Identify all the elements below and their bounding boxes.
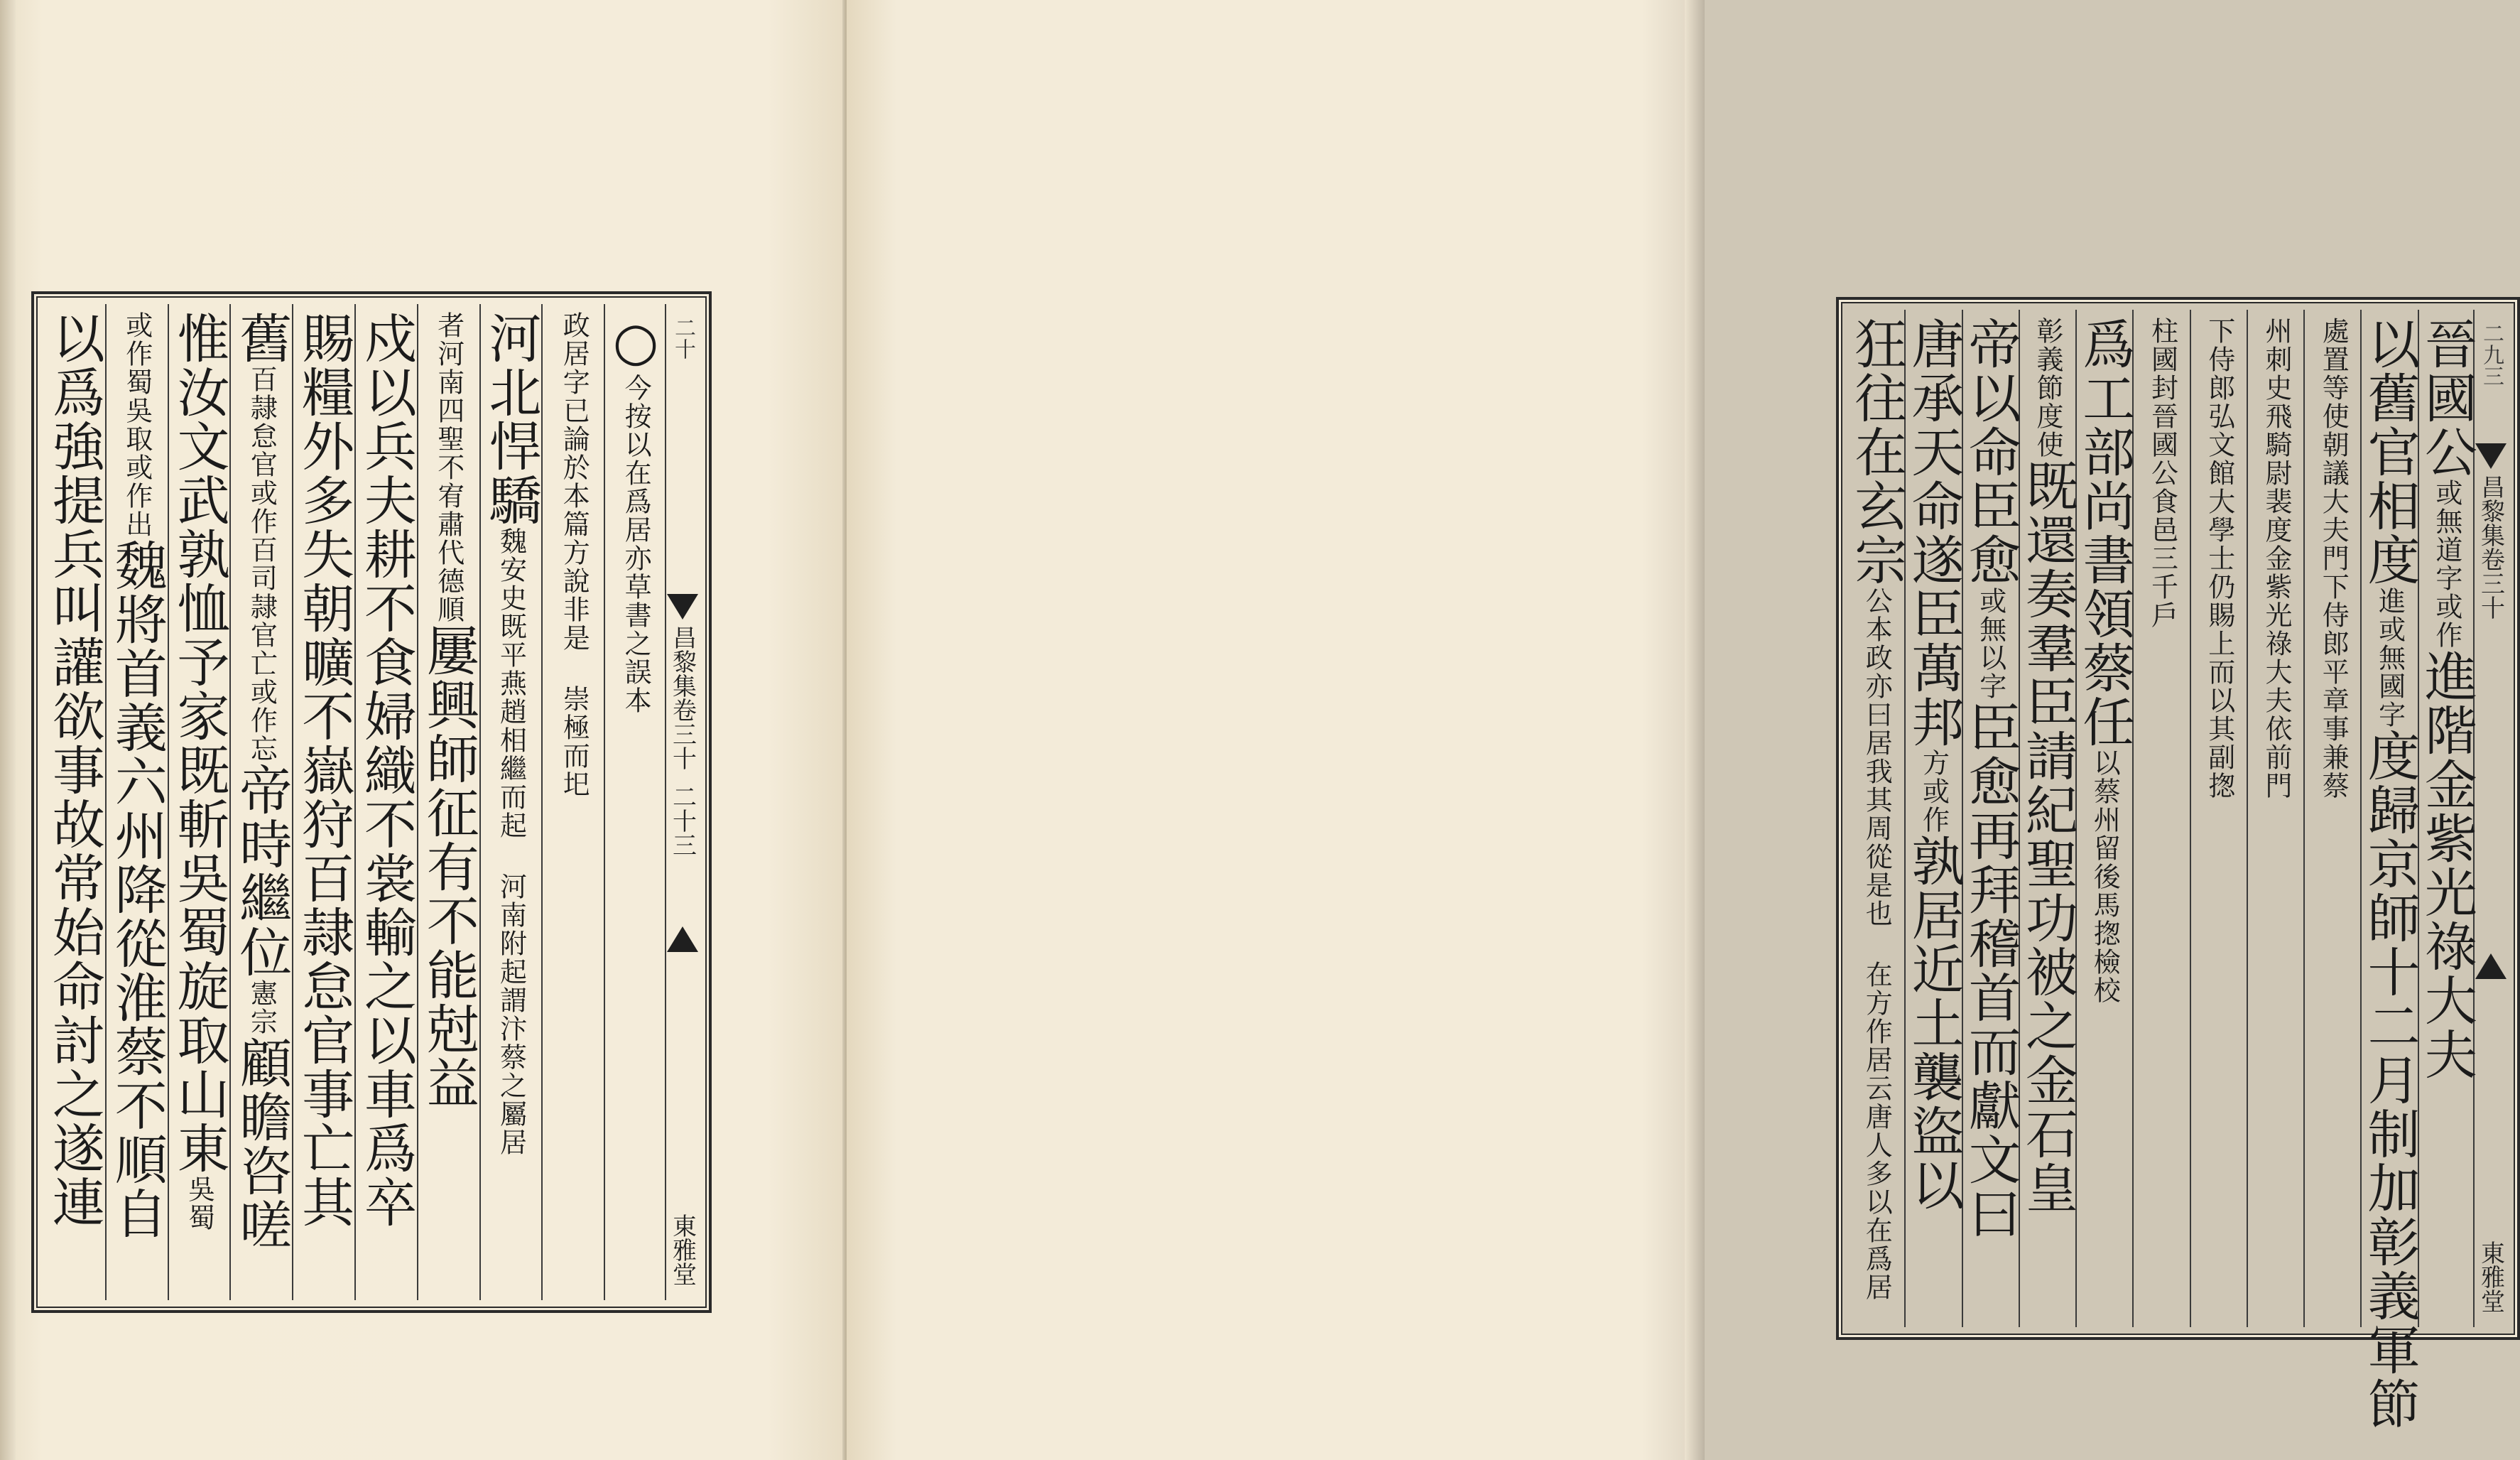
right-running-heading: 昌黎集卷三十 (2476, 475, 2505, 620)
right-page (847, 0, 2505, 1460)
column-main-text: 屢興師征有不能尅益 (418, 624, 479, 1110)
column-annotation: 公本政亦曰居我其周從是也 在方作居云唐人多以在爲居 (1861, 587, 1893, 1302)
fish-tail-mark-top (2475, 443, 2507, 469)
column-annotation: 魏安史既平燕趙相繼而起 河南附起 (495, 527, 527, 986)
column-main-text: 顧瞻咨嗟 (231, 1036, 293, 1252)
text-column (1962, 310, 2019, 1327)
right-text-frame (1836, 297, 2520, 1431)
text-column (479, 304, 542, 1300)
left-running-heading: 昌黎集卷三十 (668, 625, 697, 770)
text-column (1903, 310, 1965, 1327)
text-column (2017, 310, 2078, 1327)
column-annotation: 百隷怠官或作百司隷官亡或作忘 (246, 365, 278, 763)
text-column (2303, 310, 2360, 1327)
column-annotation: 州刺史飛騎尉裴度金紫光祿大夫依前門 (2261, 317, 2293, 800)
left-page (0, 0, 844, 1460)
column-annotation: 或作蜀吳取或作出 (121, 311, 153, 539)
column-annotation: 吳蜀 (183, 1175, 215, 1232)
text-column (604, 304, 666, 1300)
left-centre-strip (665, 304, 699, 1300)
column-main-text: 唐承天命遂臣萬邦 (1903, 317, 1965, 749)
text-column (2359, 310, 2421, 1431)
left-columns (44, 304, 666, 1300)
column-main-text: 臣愈再拜稽首而獻文曰 (1960, 701, 2021, 1240)
left-folio: 二十 (670, 317, 695, 359)
text-column (105, 304, 168, 1300)
column-main-text: 爲工部尚書領蔡任 (2074, 317, 2136, 749)
column-main-text: 進階金紫光祿大夫 (2416, 649, 2477, 1081)
column-main-text: 惟汝文武孰恤予家既斬吳蜀旋取山東 (168, 311, 230, 1175)
column-annotation: 或無道字或作 (2431, 479, 2462, 649)
text-column (2418, 310, 2475, 1327)
column-annotation: 憲宗 (246, 979, 278, 1036)
column-annotation: 下侍郎弘文館大學士仍賜上而以其副揔 (2203, 317, 2235, 800)
column-annotation: 柱國封晉國公食邑三千戶 (2146, 317, 2178, 629)
text-column (2247, 310, 2303, 1327)
column-annotation: 今按以在爲居亦草書之誤本 (620, 374, 652, 715)
column-main-text: 帝時繼位 (231, 763, 293, 979)
text-column (168, 304, 230, 1300)
left-page-edge (0, 0, 16, 1460)
column-main-text: 度歸京師十二月制加彰義軍節 (2359, 729, 2421, 1431)
text-column (2074, 310, 2136, 1327)
column-main-text: 帝以命臣愈 (1960, 317, 2021, 587)
column-main-text: 既還奏羣臣請紀聖功被之金石皇 (2017, 459, 2078, 1215)
right-columns (1846, 310, 2477, 1431)
right-house-name: 東雅堂 (2476, 1240, 2505, 1313)
text-column (2132, 310, 2189, 1327)
column-annotation: 者河南四聖不宥 (433, 311, 465, 510)
text-column (2190, 310, 2247, 1327)
left-text-frame (31, 291, 712, 1313)
fish-tail-mark-top (667, 594, 698, 620)
fish-tail-mark-bottom (667, 926, 698, 952)
right-centre-strip (2473, 310, 2507, 1327)
text-column (44, 304, 105, 1300)
fish-tail-mark-bottom (2475, 953, 2507, 979)
text-column (354, 304, 417, 1300)
column-main-text: 魏將首義六州降從淮蔡不順自 (106, 539, 168, 1240)
right-folio: 二九三 (2479, 323, 2504, 386)
column-main-text: 舊 (231, 311, 293, 365)
column-annotation: 或無以字 (1975, 587, 2006, 701)
column-annotation: 進或無國字 (2374, 587, 2406, 729)
column-annotation: 方或作 (1918, 749, 1950, 834)
left-page-number: 二十三 (668, 784, 697, 857)
column-main-text: 孰居近土襲盜以 (1903, 834, 1965, 1212)
column-annotation: 處置等使朝議大夫門下侍郎平章事兼蔡 (2318, 317, 2350, 800)
column-annotation: 謂汴蔡之屬居 (495, 986, 527, 1157)
column-main-text: 以爲強提兵叫讙欲事故常始命討之遂連 (43, 311, 105, 1229)
column-annotation: 肅代德順 (433, 510, 465, 624)
column-main-text: ○ (605, 311, 667, 374)
column-main-text: 狂往在玄宗 (1846, 317, 1908, 587)
column-annotation: 以蔡州留後馬揔檢校 (2089, 749, 2121, 1005)
text-column (541, 304, 604, 1300)
column-annotation: 政居字已論於本篇方說非是 崇極而圯 (558, 311, 590, 799)
column-main-text: 以舊官相度 (2359, 317, 2421, 587)
text-column (292, 304, 354, 1300)
column-annotation: 彰義節度使 (2032, 317, 2063, 459)
column-main-text: 河北悍驕 (480, 311, 542, 527)
right-page-edge (1685, 0, 1705, 1460)
text-column (229, 304, 292, 1300)
text-column (417, 304, 479, 1300)
column-main-text: 戍以兵夫耕不食婦織不裳輸之以車爲卒 (355, 311, 417, 1229)
column-main-text: 賜糧外多失朝曠不嶽狩百隷怠官事亡其 (293, 311, 355, 1229)
left-house-name: 東雅堂 (668, 1213, 697, 1286)
column-main-text: 晉國公 (2416, 317, 2477, 479)
text-column (1846, 310, 1908, 1327)
